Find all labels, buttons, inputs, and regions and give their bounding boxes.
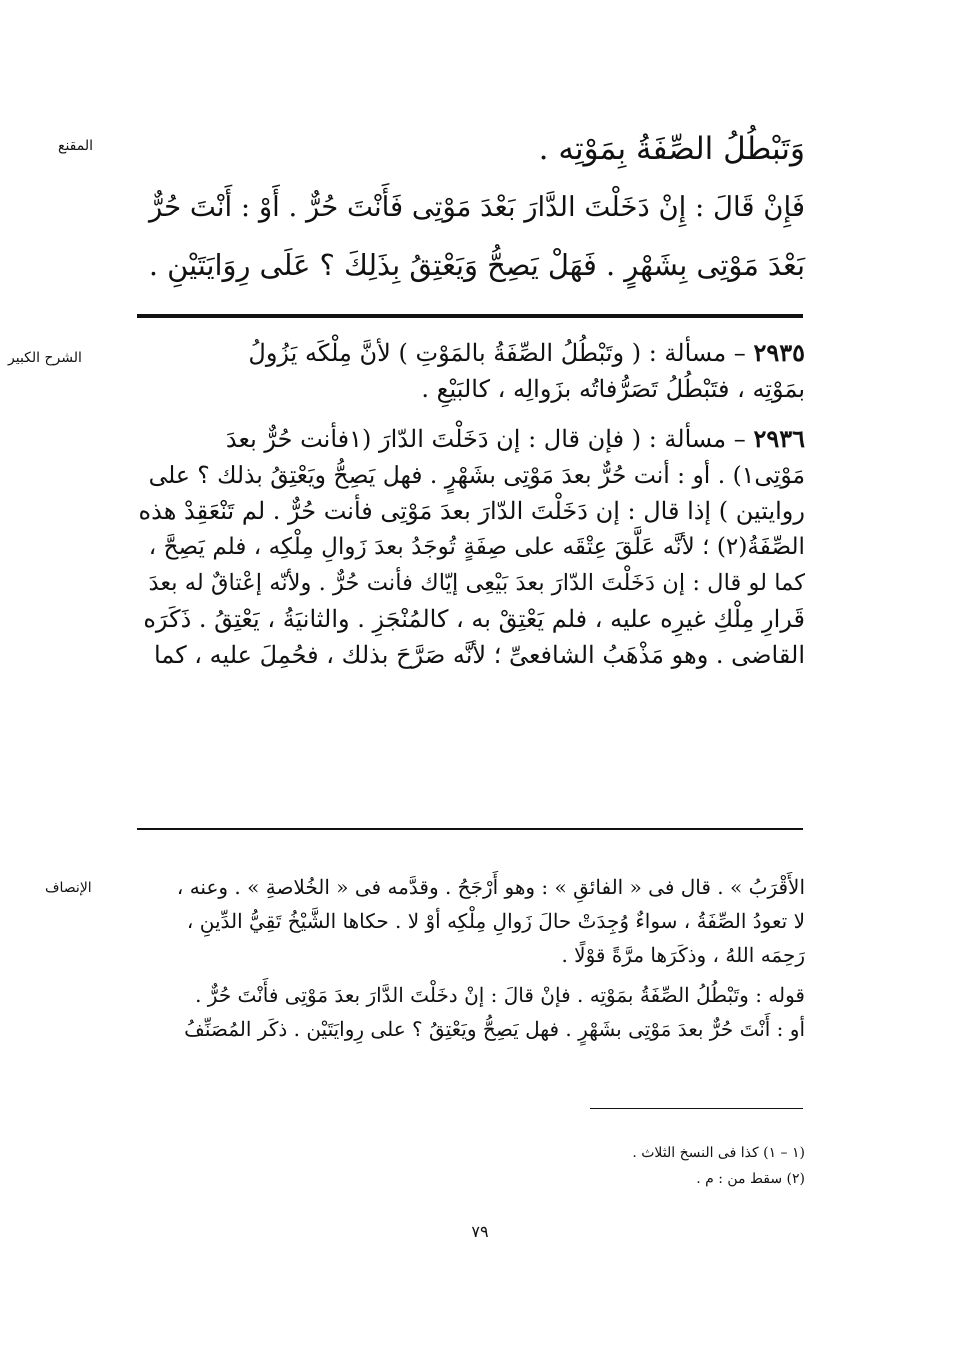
insaf-line: رَحِمَه اللهُ ، وذكَرَها مرَّةً قوْلًا . <box>561 943 805 967</box>
masala-number: ٢٩٣٦ <box>753 424 805 453</box>
insaf-text <box>135 870 805 1046</box>
insaf-line: قوله : وتَبْطُلُ الصِّفَةُ بمَوْتِه . فإنْ قالَ : إنْ دخَلْتَ الدَّارَ بعدَ مَوْتِى فأَنْتَ حُرٌّ . <box>195 983 805 1007</box>
muqni-line: فَإِنْ قَالَ : إِنْ دَخَلْتَ الدَّارَ بَعْدَ مَوْتِى فَأَنْتَ حُرٌّ . أَوْ : أَنْتَ حُرٌّ <box>148 191 805 223</box>
sharh-line-text: – مسألة : ( فإن قال : إن دَخَلْتَ الدّارَ (١فأنت حُرٌّ بعدَ <box>225 425 746 453</box>
sharh-line <box>135 421 805 457</box>
footnote: (١ – ١) كذا فى النسخ الثلاث . <box>632 1145 805 1161</box>
section-divider-thick <box>137 314 803 318</box>
footnotes <box>580 1140 805 1192</box>
sharh-line: مَوْتِى١) . أو : أنت حُرٌّ بعدَ مَوْتِى بشَهْرٍ . فهل يَصِحُّ ويَعْتِقُ بذلك ؟ على <box>148 461 805 489</box>
side-label-insaf: الإنصاف <box>45 880 92 896</box>
insaf-line: أو : أَنْتَ حُرٌّ بعدَ مَوْتِى بشَهْرٍ . فهل يَصِحُّ ويَعْتِقُ ؟ على رِوايَتَيْن . ذكَر المُصَنِّفُ <box>184 1017 805 1041</box>
muqni-text <box>135 120 805 294</box>
insaf-line: لا تعودُ الصِّفَةُ ، سواءٌ وُجِدَتْ حالَ زَوالِ مِلْكِه أوْ لا . حكاها الشَّيْخُ تَقِيُّ الدِّينِ ، <box>186 909 805 933</box>
sharh-line: الصِّفَةُ(٢) ؛ لأنَّه عَلَّقَ عِتْقَه على صِفَةٍ تُوجَدُ بعدَ زَوالِ مِلْكِه ، فلم يَصِحَّ ، <box>148 534 805 560</box>
paragraph-gap <box>135 407 805 421</box>
sharh-line: كما لو قال : إن دَخَلْتَ الدّارَ بعدَ بَيْعِى إيّاك فأنت حُرٌّ . ولأنّه إعْتاقٌ له بعدَ <box>148 570 805 596</box>
muqni-line: بَعْدَ مَوْتِى بِشَهْرٍ . فَهَلْ يَصِحُّ وَيَعْتِقُ بِذَلِكَ ؟ عَلَى رِوَايَتَيْنِ . <box>148 248 805 282</box>
sharh-line: قَرارِ مِلْكِ غيرِه عليه ، فلم يَعْتِقْ به ، كالمُنْجَزِ . والثانيَةُ ، يَعْتِقُ . ذَكَرَه <box>143 605 805 633</box>
masala-number: ٢٩٣٥ <box>753 338 805 367</box>
side-label-sharh: الشرح الكبير <box>8 350 82 366</box>
footnote: (٢) سقط من : م . <box>696 1171 805 1187</box>
sharh-line <box>135 335 805 371</box>
side-label-muqni: المقنع <box>58 138 94 154</box>
sharh-line: القاضى . وهو مَذْهَبُ الشافعىِّ ؛ لأنَّه صَرَّحَ بذلك ، فحُمِلَ عليه ، كما <box>154 641 805 669</box>
footnote-divider <box>590 1108 803 1109</box>
section-divider-thin <box>137 828 803 830</box>
sharh-line-text: – مسألة : ( وتَبْطُلُ الصِّفَةُ بالمَوْتِ ) لأنَّ مِلْكَه يَزُولُ <box>248 339 746 367</box>
muqni-line: وَتَبْطُلُ الصِّفَةُ بِمَوْتِه . <box>538 131 805 167</box>
sharh-text <box>135 335 805 673</box>
sharh-line: بمَوْتِه ، فتَبْطُلُ تَصَرُّفاتُه بزَوالِه ، كالبَيْعِ . <box>421 375 805 403</box>
sharh-line: روايتين ) إذا قال : إن دَخَلْتَ الدّارَ بعدَ مَوْتِى فأنت حُرٌّ . لم تَنْعَقِدْ هذه <box>138 497 805 525</box>
insaf-line: الأَقْرَبُ » . قال فى « الفائقِ » : وهو أَرْجَحُ . وقدَّمه فى « الخُلاصةِ » . وعنه ، <box>176 875 805 899</box>
page-number: ٧٩ <box>471 1222 489 1241</box>
